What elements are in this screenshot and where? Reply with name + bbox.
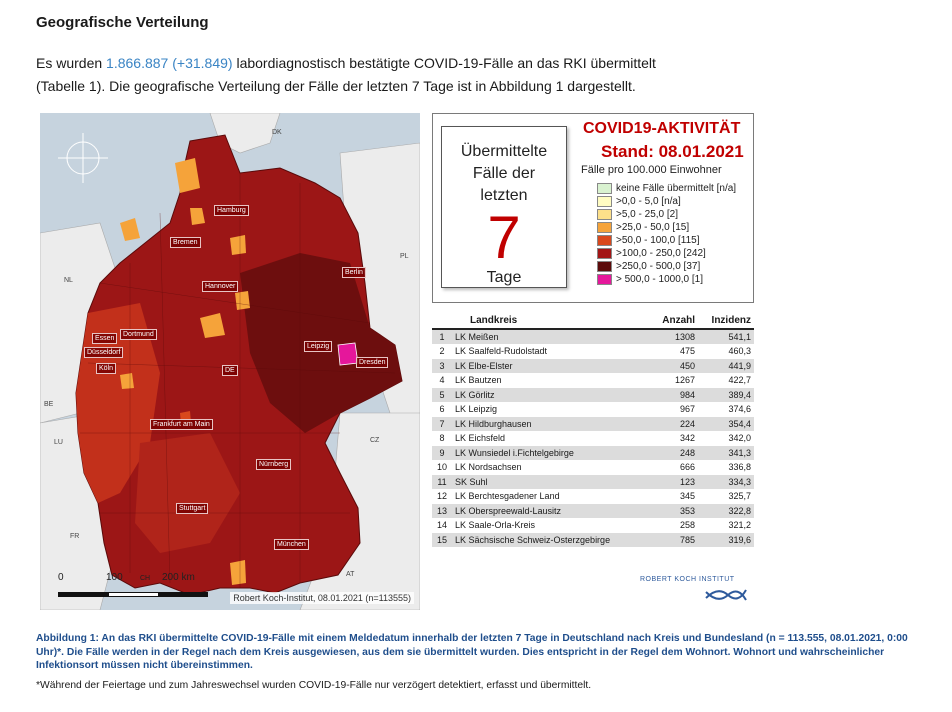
cell-anzahl: 353 (650, 504, 698, 519)
city-label-berlin: Berlin (342, 267, 366, 278)
country-label-be: BE (44, 401, 54, 408)
city-label-nuernberg: Nürnberg (256, 459, 291, 470)
cell-rank: 5 (432, 388, 452, 403)
legend-label: >100,0 - 250,0 [242] (616, 247, 706, 259)
box-line-1: Übermittelte (460, 143, 548, 160)
box-line-3: letzten (480, 187, 528, 204)
cell-inzidenz: 341,3 (698, 446, 754, 461)
table-row (432, 446, 754, 461)
table-row (432, 489, 754, 504)
legend-item (597, 247, 736, 259)
cell-inzidenz: 336,8 (698, 460, 754, 475)
box-line-2: Fälle der (472, 165, 536, 182)
district-table (432, 312, 754, 548)
scale-segment-1 (58, 592, 108, 597)
table-row (432, 359, 754, 374)
germany-incidence-map (40, 113, 420, 610)
table-header-row (432, 312, 754, 329)
cell-name: LK Berchtesgadener Land (452, 489, 650, 504)
cell-inzidenz: 334,3 (698, 475, 754, 490)
legend-item (597, 182, 736, 194)
cell-name: LK Eichsfeld (452, 431, 650, 446)
cell-anzahl: 475 (650, 344, 698, 359)
cell-rank: 13 (432, 504, 452, 519)
cell-inzidenz: 319,6 (698, 533, 754, 548)
legend-label: >50,0 - 100,0 [115] (616, 234, 700, 246)
cell-rank: 1 (432, 329, 452, 344)
legend-label: >5,0 - 25,0 [2] (616, 208, 678, 220)
cell-inzidenz: 342,0 (698, 431, 754, 446)
legend-item (597, 195, 736, 207)
cell-anzahl: 123 (650, 475, 698, 490)
legend-item (597, 234, 736, 246)
scale-label-zero: 0 (58, 572, 64, 583)
cell-rank: 10 (432, 460, 452, 475)
cell-inzidenz: 325,7 (698, 489, 754, 504)
cell-inzidenz: 422,7 (698, 373, 754, 388)
intro-paragraph (36, 52, 916, 98)
legend-swatch (597, 183, 612, 194)
table-row (432, 388, 754, 403)
cell-name: LK Sächsische Schweiz-Osterzgebirge (452, 533, 650, 548)
cell-inzidenz: 322,8 (698, 504, 754, 519)
cell-rank: 9 (432, 446, 452, 461)
city-label-frankfurt: Frankfurt am Main (150, 419, 213, 430)
legend-swatch (597, 196, 612, 207)
cell-anzahl: 224 (650, 417, 698, 432)
cell-rank: 2 (432, 344, 452, 359)
country-label-dk: DK (272, 129, 282, 136)
table-row (432, 504, 754, 519)
table-row (432, 518, 754, 533)
box-number: 7 (487, 204, 521, 271)
city-label-stuttgart: Stuttgart (176, 503, 208, 514)
cell-inzidenz: 354,4 (698, 417, 754, 432)
legend-label: >250,0 - 500,0 [37] (616, 260, 701, 272)
cell-rank: 12 (432, 489, 452, 504)
intro-text-2: labordiagnostisch bestätigte COVID-19-Fälle an das RKI übermittelt (232, 55, 656, 71)
country-label-nl: NL (64, 277, 73, 284)
cell-inzidenz: 389,4 (698, 388, 754, 403)
cell-rank: 7 (432, 417, 452, 432)
intro-text-1: Es wurden (36, 55, 107, 71)
table-row (432, 417, 754, 432)
legend-subtitle: Fälle pro 100.000 Einwohner (581, 164, 722, 176)
footnote: *Während der Feiertage und zum Jahreswechsel wurden COVID-19-Fälle nur verzögert detektiert, erfasst und übermittelt. (36, 680, 592, 691)
legend-item (597, 273, 736, 285)
cell-inzidenz: 374,6 (698, 402, 754, 417)
cell-anzahl: 666 (650, 460, 698, 475)
city-label-muenchen: München (274, 539, 309, 550)
figure-caption: Abbildung 1: An das RKI übermittelte COVID-19-Fälle mit einem Meldedatum innerhalb der letzten 7 Tage in Deutschland nach Kreis und Bundesland (n = 113.555, 08.01.2021, 0:00 Uhr)*. Die Fälle werden in der Regel nach dem Kreis ausgewiesen, aus dem sie übermittelt wurden. Dies entspricht in der Regel dem Wohnort. Wohnort und wahrscheinlicher Infektionsort müssen nicht übereinstimmen. (36, 633, 908, 671)
legend-swatch (597, 248, 612, 259)
cell-anzahl: 450 (650, 359, 698, 374)
cell-name: LK Elbe-Elster (452, 359, 650, 374)
table-row (432, 475, 754, 490)
legend-label: keine Fälle übermittelt [n/a] (616, 182, 737, 194)
cell-name: LK Hildburghausen (452, 417, 650, 432)
rki-logo-text: ROBERT KOCH INSTITUT (640, 576, 735, 583)
scale-label-mid: 100 (106, 572, 123, 583)
cell-name: LK Wunsiedel i.Fichtelgebirge (452, 446, 650, 461)
cell-anzahl: 967 (650, 402, 698, 417)
case-count-link[interactable]: 1.866.887 (106, 55, 169, 71)
cell-inzidenz: 321,2 (698, 518, 754, 533)
header-landkreis: Landkreis (452, 312, 650, 329)
legend-item (597, 221, 736, 233)
table-row (432, 344, 754, 359)
scale-segment-3 (158, 592, 208, 597)
cell-inzidenz: 541,1 (698, 329, 754, 344)
cell-anzahl: 1267 (650, 373, 698, 388)
country-label-lu: LU (54, 439, 63, 446)
legend-title: COVID19-AKTIVITÄT (583, 120, 741, 137)
cell-name: LK Meißen (452, 329, 650, 344)
cell-anzahl: 345 (650, 489, 698, 504)
cell-rank: 14 (432, 518, 452, 533)
scale-segment-2 (108, 592, 160, 597)
legend-swatch (597, 209, 612, 220)
legend-swatch (597, 274, 612, 285)
city-label-bremen: Bremen (170, 237, 201, 248)
cell-anzahl: 984 (650, 388, 698, 403)
map-credit: Robert Koch-Institut, 08.01.2021 (n=113555) (230, 592, 414, 604)
table-row (432, 402, 754, 417)
legend-items (597, 182, 736, 286)
country-label-pl: PL (400, 253, 409, 260)
legend-swatch (597, 235, 612, 246)
cell-rank: 15 (432, 533, 452, 548)
rki-logo-icon (704, 586, 748, 604)
city-label-koeln: Köln (96, 363, 116, 374)
header-rank (432, 312, 452, 329)
city-label-dresden: Dresden (356, 357, 388, 368)
cell-name: LK Görlitz (452, 388, 650, 403)
header-anzahl: Anzahl (650, 312, 698, 329)
cell-name: LK Oberspreewald-Lausitz (452, 504, 650, 519)
seven-day-box (441, 126, 567, 288)
cell-name: LK Saalfeld-Rudolstadt (452, 344, 650, 359)
case-delta-link[interactable]: (+31.849) (172, 55, 233, 71)
scale-label-end: 200 km (162, 572, 195, 583)
table-body (432, 329, 754, 547)
city-label-hamburg: Hamburg (214, 205, 249, 216)
legend-label: >0,0 - 5,0 [n/a] (616, 195, 681, 207)
cell-anzahl: 785 (650, 533, 698, 548)
country-label-fr: FR (70, 533, 80, 540)
cell-inzidenz: 460,3 (698, 344, 754, 359)
legend-label: > 500,0 - 1000,0 [1] (616, 273, 704, 285)
cell-rank: 8 (432, 431, 452, 446)
table-row (432, 329, 754, 344)
table-row (432, 460, 754, 475)
section-heading: Geografische Verteilung (36, 14, 209, 31)
country-label-cz: CZ (370, 437, 380, 444)
intro-text-3: (Tabelle 1). Die geografische Verteilung der Fälle der letzten 7 Tage ist in Abbildung 1 dargestellt. (36, 78, 636, 94)
cell-anzahl: 258 (650, 518, 698, 533)
table-row (432, 373, 754, 388)
cell-rank: 11 (432, 475, 452, 490)
city-label-hannover: Hannover (202, 281, 238, 292)
cell-name: LK Nordsachsen (452, 460, 650, 475)
table-row (432, 431, 754, 446)
legend-date: Stand: 08.01.2021 (601, 142, 744, 161)
cell-rank: 4 (432, 373, 452, 388)
cell-inzidenz: 441,9 (698, 359, 754, 374)
legend-item (597, 208, 736, 220)
table-row (432, 533, 754, 548)
city-label-leipzig: Leipzig (304, 341, 332, 352)
cell-rank: 6 (432, 402, 452, 417)
cell-anzahl: 248 (650, 446, 698, 461)
legend-panel (432, 113, 754, 303)
header-inzidenz: Inzidenz (698, 312, 754, 329)
cell-anzahl: 1308 (650, 329, 698, 344)
cell-name: SK Suhl (452, 475, 650, 490)
city-label-essen: Essen (92, 333, 117, 344)
cell-name: LK Bautzen (452, 373, 650, 388)
legend-swatch (597, 261, 612, 272)
city-label-dortmund: Dortmund (120, 329, 157, 340)
country-label-at: AT (346, 571, 355, 578)
box-unit: Tage (486, 269, 522, 286)
cell-name: LK Saale-Orla-Kreis (452, 518, 650, 533)
legend-label: >25,0 - 50,0 [15] (616, 221, 690, 233)
legend-swatch (597, 222, 612, 233)
cell-anzahl: 342 (650, 431, 698, 446)
country-label-de: DE (222, 365, 238, 376)
scale-label-unit: CH (140, 575, 151, 582)
legend-item (597, 260, 736, 272)
cell-name: LK Leipzig (452, 402, 650, 417)
cell-rank: 3 (432, 359, 452, 374)
city-label-duesseldorf: Düsseldorf (84, 347, 123, 358)
